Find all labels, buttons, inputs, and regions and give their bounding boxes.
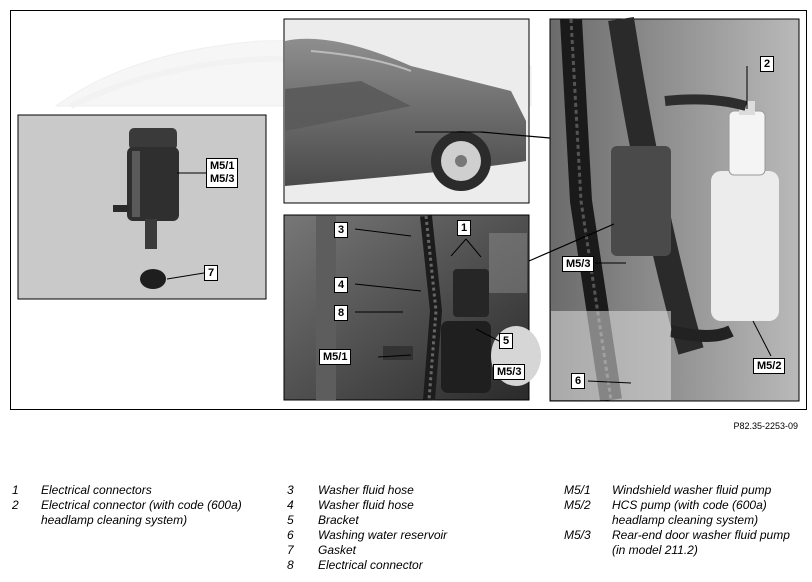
callout-hose-4: 4 [334,277,348,293]
illustration-figure [10,10,807,410]
legend-text: Washing water reservoir [318,528,448,542]
legend-item [287,483,507,498]
legend-text: Washer fluid hose [318,498,414,512]
legend-text: Rear-end door washer fluid pump (in model 211.2) [612,528,790,557]
figure-code: P82.35-2253-09 [733,421,798,431]
callout-gasket-7: 7 [204,265,218,281]
legend-number: M5/2 [564,498,591,512]
callout-hose-3: 3 [334,222,348,238]
legend-item [12,498,272,528]
pump-m53-shape [441,321,491,393]
callout-m53-right: M5/3 [562,256,594,272]
callout-pump-m51-m53 [206,158,238,188]
legend-number: 3 [287,483,294,497]
legend-number: 8 [287,558,294,572]
legend-number: 7 [287,543,294,557]
reservoir-closeup-panel [550,19,799,401]
pump-connector-head [129,128,177,150]
legend-number: M5/1 [564,483,591,497]
legend-column-2 [287,483,507,573]
connector-1-shape [453,269,489,317]
legend-item [287,498,507,513]
legend-text: HCS pump (with code (600a) headlamp cleaning system) [612,498,767,527]
legend-number: 1 [12,483,19,497]
legend-item [12,483,272,498]
legend-item [564,528,804,558]
car-photo-panel [284,19,529,203]
illustration-drawing [11,11,806,409]
legend-item [287,558,507,573]
callout-m52: M5/2 [753,358,785,374]
legend-number: M5/3 [564,528,591,542]
pump-m52-shape [711,171,779,321]
callout-connector-8: 8 [334,305,348,321]
callout-connector-2: 2 [760,56,774,72]
legend-number: 5 [287,513,294,527]
pump-outlet [113,205,129,212]
legend-text: Electrical connector (with code (600a) headlamp cleaning system) [41,498,242,527]
callout-bracket-5: 5 [499,333,513,349]
legend-number: 4 [287,498,294,512]
callout-m51: M5/1 [210,160,235,172]
legend-text: Windshield washer fluid pump [612,483,772,497]
callout-m53: M5/3 [210,173,235,185]
legend-text: Gasket [318,543,357,557]
pump-photo-panel [18,115,266,299]
legend-text: Electrical connector [318,558,423,572]
callout-m51-inset: M5/1 [319,349,351,365]
legend-column-1 [12,483,272,528]
legend-column-3 [564,483,804,558]
legend-text: Bracket [318,513,359,527]
legend-item [564,483,804,498]
legend-item [287,528,507,543]
hose-3-shape [316,216,336,400]
legend-text: Electrical connectors [41,483,152,497]
legend-number: 6 [287,528,294,542]
callout-reservoir-6: 6 [571,373,585,389]
legend-item [564,498,804,528]
legend-item [287,513,507,528]
legend-item [287,543,507,558]
callout-m53-inset: M5/3 [493,364,525,380]
callout-connectors-1: 1 [457,220,471,236]
legend-number: 2 [12,498,19,512]
legend-text: Washer fluid hose [318,483,414,497]
gasket-shape [140,269,166,289]
